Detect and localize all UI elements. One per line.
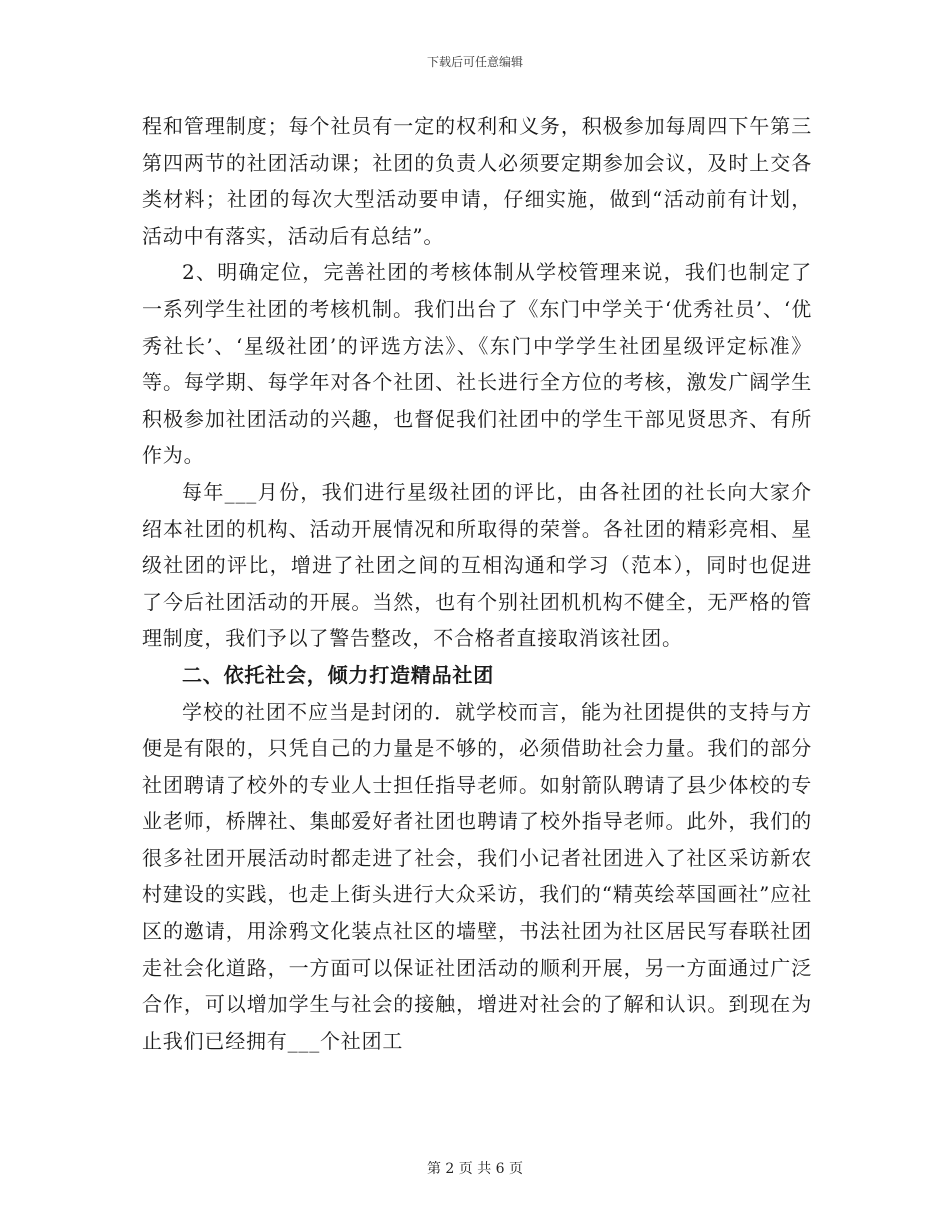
paragraph-assessment-system: 2、明确定位，完善社团的考核体制从学校管理来说，我们也制定了一系列学生社团的考核机制。我们出台了《东门中学关于‘优秀社员’、‘优秀社长’、‘星级社团’的评选方法》、《东门中学学生社团星级评定标准》等。每学期、每学年对各个社团、社长进行全方位的考核，激发广阔学生积极参加社团活动的兴趣，也督促我们社团中的学生干部见贤思齐、有所作为。: [142, 260, 812, 468]
page-number-footer: 第 2 页 共 6 页: [426, 1161, 524, 1177]
paragraph-star-rating: 每年___月份，我们进行星级社团的评比，由各社团的社长向大家介绍本社团的机构、活动开展情况和所取得的荣誉。各社团的精彩亮相、星级社团的评比，增进了社团之间的互相沟通和学习（范本），同时也促进了今后社团活动的开展。当然，也有个别社团机机构不健全，无严格的管理制度，我们予以了警告整改，不合格者直接取消该社团。: [142, 479, 812, 651]
paragraph-continued: 程和管理制度；每个社员有一定的权利和义务，积极参加每周四下午第三第四两节的社团活动课；社团的负责人必须要定期参加会议，及时上交各类材料；社团的每次大型活动要申请，仔细实施，做到“活动前有计划，活动中有落实，活动后有总结”。: [142, 114, 812, 248]
paragraph-social-support: 学校的社团不应当是封闭的．就学校而言，能为社团提供的支持与方便是有限的，只凭自己的力量是不够的，必须借助社会力量。我们的部分社团聘请了校外的专业人士担任指导老师。如射箭队聘请了县少体校的专业老师，桥牌社、集邮爱好者社团也聘请了校外指导老师。此外，我们的很多社团开展活动时都走进了社会，我们小记者社团进入了社区采访新农村建设的实践，也走上街头进行大众采访，我们的“精英绘萃国画社”应社区的邀请，用涂鸦文化装点社区的墙壁，书法社团为社区居民写春联社团走社会化道路，一方面可以保证社团活动的顺利开展，另一方面通过广泛合作，可以增加学生与社会的接触，增进对社会的了解和认识。到现在为止我们已经拥有___个社团工: [142, 699, 812, 1053]
document-body: [142, 108, 812, 1059]
page-header-note: 下载后可任意编辑: [426, 55, 523, 69]
section-heading: 二、依托社会，倾力打造精品社团: [182, 662, 494, 687]
